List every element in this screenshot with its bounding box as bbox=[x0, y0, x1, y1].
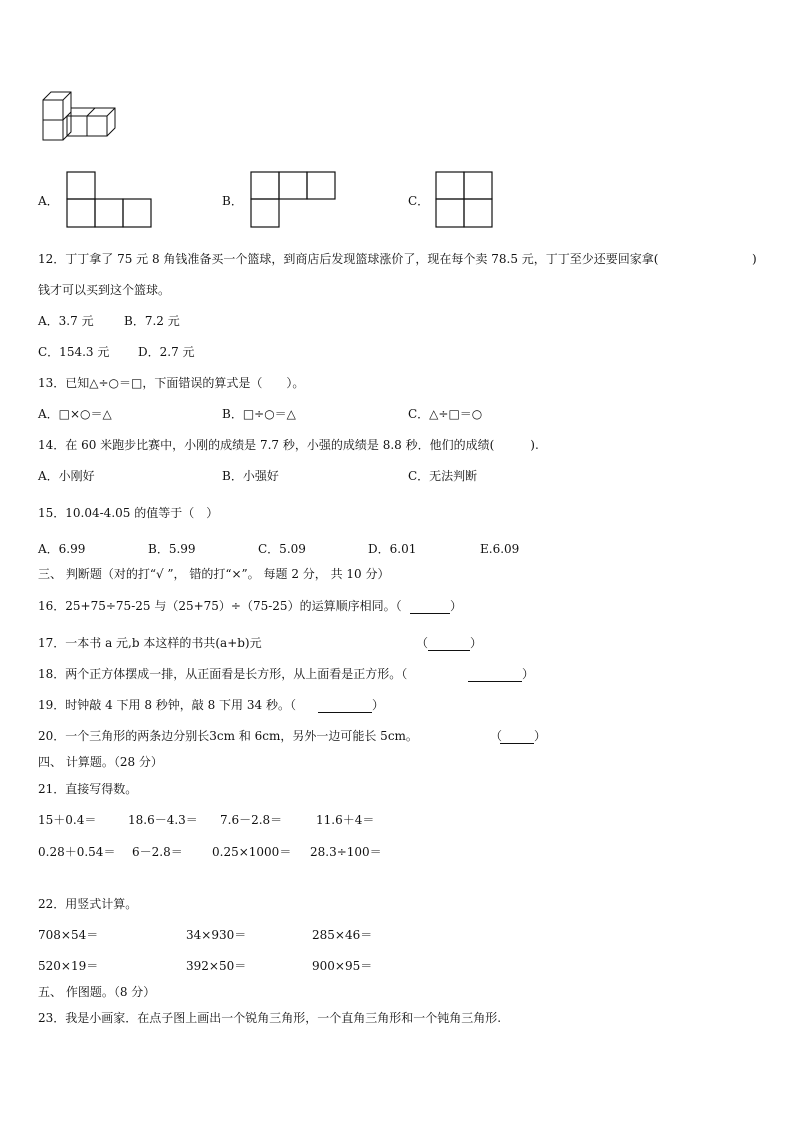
q15-stem: 15．10.04-4.05 的值等于（ ） bbox=[38, 506, 219, 520]
q20-stem: 20．一个三角形的两条边分别长3cm 和 6cm，另外一边可能长 5cm。 bbox=[38, 729, 418, 743]
q21-expr-4: 11.6＋4＝ bbox=[316, 813, 375, 827]
q15-option-b[interactable]: B．5.99 bbox=[148, 542, 196, 556]
q17-paren-open: （ bbox=[416, 636, 429, 650]
q22-expr-4: 520×19＝ bbox=[38, 959, 99, 973]
q12-stem-line1: 12．丁丁拿了 75 元 8 角钱准备买一个篮球，到商店后发现篮球涨价了，现在每个卖 78.5 元，丁丁至少还要回家拿( bbox=[38, 252, 659, 266]
q19-answer-blank[interactable] bbox=[318, 702, 372, 713]
q20-paren-open: （ bbox=[490, 729, 503, 743]
q11-option-c-figure bbox=[435, 171, 495, 229]
q13-option-b[interactable]: B．□÷○＝△ bbox=[222, 407, 296, 421]
cube-stack-figure bbox=[40, 86, 118, 146]
q14-stem: 14．在 60 米跑步比赛中，小刚的成绩是 7.7 秒，小强的成绩是 8.8 秒．他们的成绩( ). bbox=[38, 438, 539, 452]
q19-stem: 19．时钟敲 4 下用 8 秒钟，敲 8 下用 34 秒。（ bbox=[38, 698, 296, 712]
q12-option-b[interactable]: B．7.2 元 bbox=[124, 314, 180, 328]
q15-option-c[interactable]: C．5.09 bbox=[258, 542, 306, 556]
q13-option-c[interactable]: C．△÷□＝○ bbox=[408, 407, 483, 421]
q18-stem-close: ） bbox=[522, 667, 535, 681]
q22-expr-1: 708×54＝ bbox=[38, 928, 99, 942]
q22-expr-2: 34×930＝ bbox=[186, 928, 247, 942]
q11-option-b-figure bbox=[250, 171, 338, 229]
q20-paren-close: ） bbox=[534, 729, 547, 743]
q12-stem-line1-close: ) bbox=[752, 252, 757, 266]
q11-option-a-label[interactable]: A． bbox=[38, 194, 59, 208]
q15-option-d[interactable]: D．6.01 bbox=[368, 542, 417, 556]
q21-expr-7: 0.25×1000＝ bbox=[212, 845, 292, 859]
q12-option-a[interactable]: A．3.7 元 bbox=[38, 314, 94, 328]
q16-answer-blank[interactable] bbox=[410, 603, 450, 614]
q11-option-b-label[interactable]: B． bbox=[222, 194, 243, 208]
q15-option-a[interactable]: A．6.99 bbox=[38, 542, 86, 556]
q11-option-c-label[interactable]: C． bbox=[408, 194, 430, 208]
q22-stem: 22．用竖式计算。 bbox=[38, 897, 138, 911]
q17-paren-close: ） bbox=[470, 636, 483, 650]
section-4-heading: 四、 计算题。（28 分） bbox=[38, 755, 163, 769]
q17-answer-blank[interactable] bbox=[428, 640, 470, 651]
q21-stem: 21．直接写得数。 bbox=[38, 782, 138, 796]
q14-option-b[interactable]: B．小强好 bbox=[222, 469, 279, 483]
q21-expr-3: 7.6－2.8＝ bbox=[220, 813, 283, 827]
q19-stem-close: ） bbox=[372, 698, 385, 712]
section-5-heading: 五、 作图题。（8 分） bbox=[38, 985, 156, 999]
q21-expr-6: 6－2.8＝ bbox=[132, 845, 183, 859]
q12-option-c[interactable]: C．154.3 元 bbox=[38, 345, 110, 359]
q12-stem-line2: 钱才可以买到这个篮球。 bbox=[38, 283, 171, 297]
q20-answer-blank[interactable] bbox=[500, 733, 534, 744]
q14-option-c[interactable]: C．无法判断 bbox=[408, 469, 478, 483]
q18-answer-blank[interactable] bbox=[468, 671, 522, 682]
q18-stem: 18．两个正方体摆成一排，从正面看是长方形，从上面看是正方形。（ bbox=[38, 667, 408, 681]
q16-stem: 16．25+75÷75-25 与（25+75）÷（75-25）的运算顺序相同。（ bbox=[38, 599, 402, 613]
q15-option-e[interactable]: E.6.09 bbox=[480, 542, 520, 556]
q17-stem: 17．一本书 a 元,b 本这样的书共(a+b)元 bbox=[38, 636, 262, 650]
q21-expr-5: 0.28＋0.54＝ bbox=[38, 845, 116, 859]
q23-stem: 23．我是小画家．在点子图上画出一个锐角三角形，一个直角三角形和一个钝角三角形. bbox=[38, 1011, 502, 1025]
q13-option-a[interactable]: A．□×○＝△ bbox=[38, 407, 112, 421]
q22-expr-5: 392×50＝ bbox=[186, 959, 247, 973]
q21-expr-8: 28.3÷100＝ bbox=[310, 845, 382, 859]
q22-expr-6: 900×95＝ bbox=[312, 959, 373, 973]
q21-expr-1: 15＋0.4＝ bbox=[38, 813, 97, 827]
q22-expr-3: 285×46＝ bbox=[312, 928, 373, 942]
q14-option-a[interactable]: A．小刚好 bbox=[38, 469, 95, 483]
section-3-heading: 三、 判断题（对的打“√ ”， 错的打“×”。 每题 2 分， 共 10 分） bbox=[38, 567, 390, 581]
q16-stem-close: ） bbox=[450, 599, 463, 613]
q12-option-d[interactable]: D．2.7 元 bbox=[138, 345, 195, 359]
q11-option-a-figure bbox=[66, 171, 154, 229]
q13-stem: 13．已知△÷○＝□，下面错误的算式是（ ）。 bbox=[38, 376, 305, 390]
q21-expr-2: 18.6－4.3＝ bbox=[128, 813, 198, 827]
